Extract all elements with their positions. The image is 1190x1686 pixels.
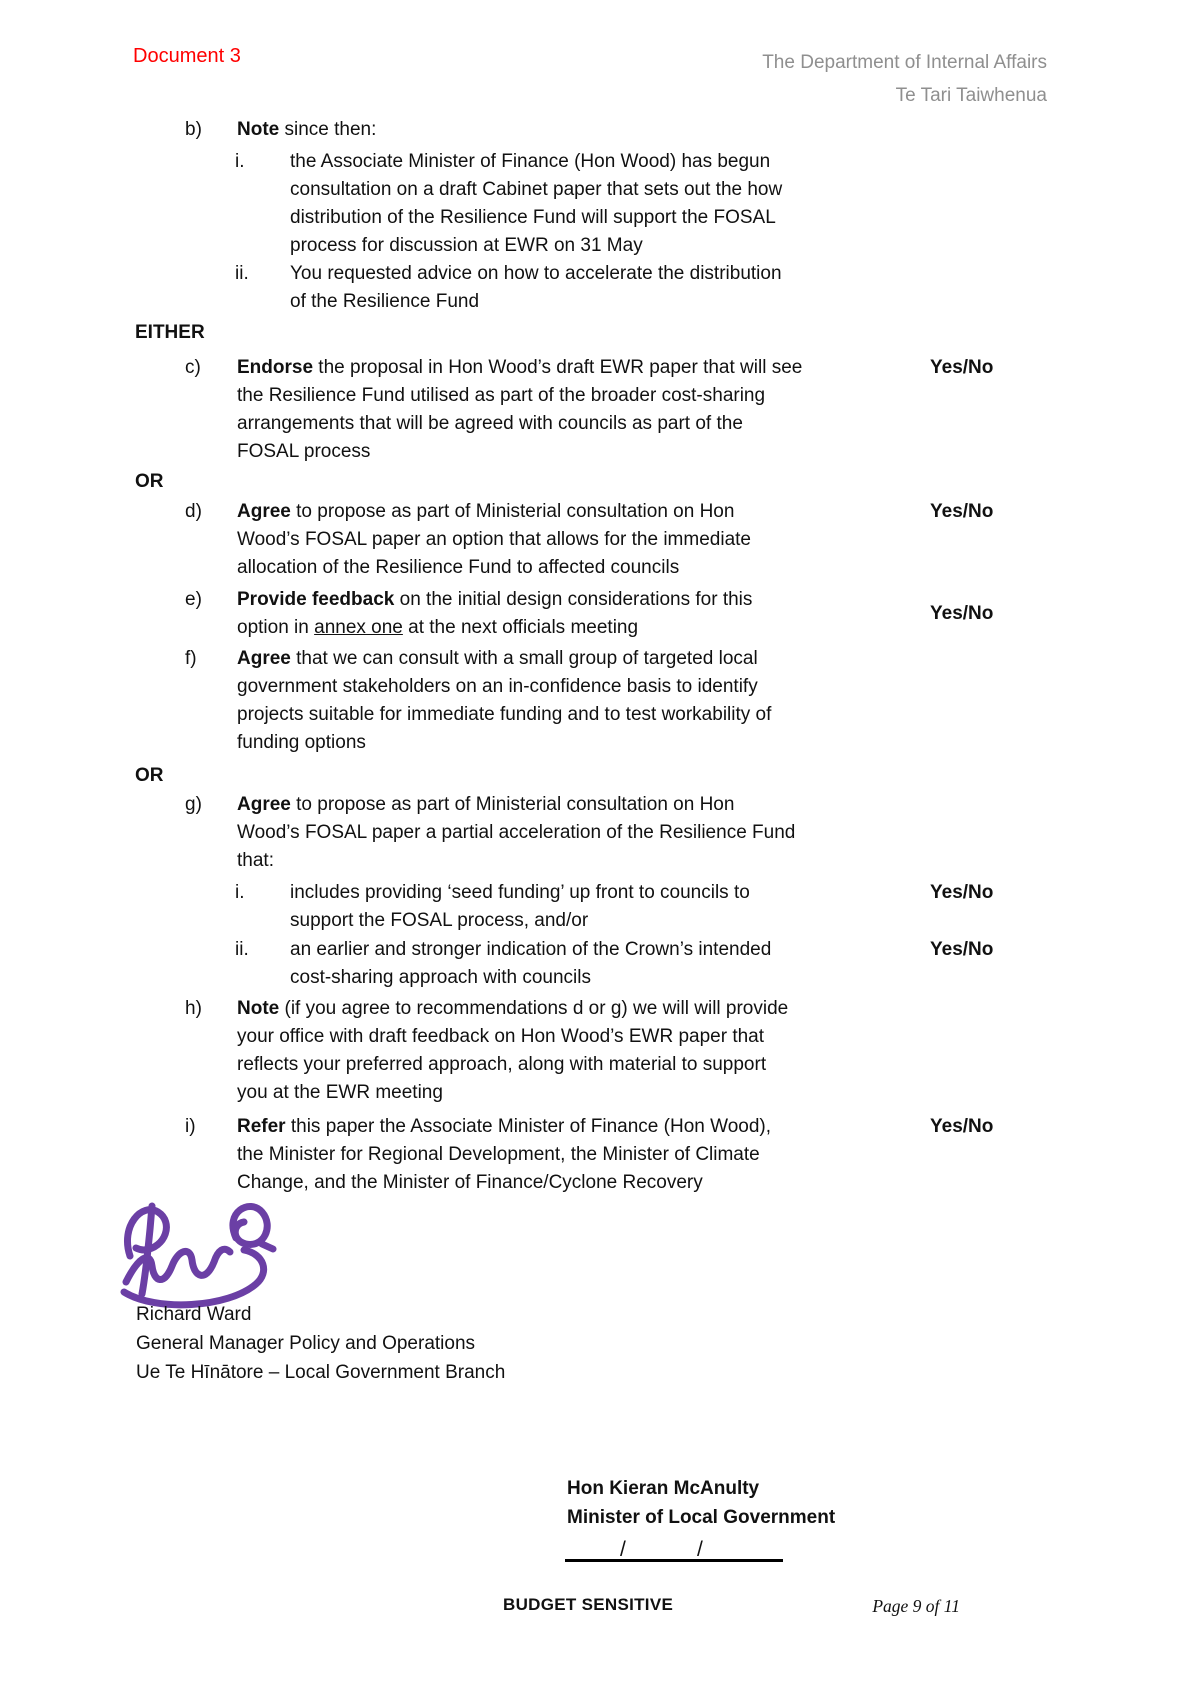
item-text: includes providing ‘seed funding’ up front to councils to support the FOSAL process, and/or (290, 882, 750, 931)
either-or-marker: OR (135, 765, 164, 786)
item-label: i. (235, 151, 245, 172)
item-label: g) (185, 794, 202, 815)
yes-no-choice: Yes/No (930, 501, 994, 522)
item-label: d) (185, 501, 202, 522)
item-label: b) (185, 119, 202, 140)
yes-no-choice: Yes/No (930, 357, 994, 378)
either-or-marker: EITHER (135, 322, 205, 343)
item-label: h) (185, 998, 202, 1019)
signatory-title: General Manager Policy and Operations (136, 1333, 476, 1354)
item-text: Refer this paper the Associate Minister of Finance (Hon Wood), the Minister for Regional Development, the Minister of Climate Change, and the Minister of Finance/Cyclone Recovery (237, 1116, 772, 1193)
item-label: i) (185, 1116, 196, 1137)
item-label: e) (185, 589, 202, 610)
item-text: Note since then: (237, 119, 377, 140)
item-label: i. (235, 882, 245, 903)
item-text: Agree that we can consult with a small group of targeted local government stakeholders on an in-confidence basis to identify projects suitable for immediate funding and to test workability of funding options (237, 648, 772, 753)
recommendation-row (0, 879, 1190, 935)
date-signature-line (565, 1528, 783, 1562)
recommendation-row (0, 148, 1190, 260)
yes-no-choice: Yes/No (930, 603, 994, 624)
item-label: ii. (235, 263, 249, 284)
item-text: You requested advice on how to accelerate the distribution of the Resilience Fund (290, 263, 782, 312)
signature-scribble (112, 1192, 277, 1310)
recommendations (0, 116, 1190, 1197)
signatory-block (136, 1300, 505, 1387)
item-text: Agree to propose as part of Ministerial consultation on Hon Wood’s FOSAL paper an option that allows for the immediate allocation of the Resilience Fund to affected councils (237, 501, 751, 578)
minister-title: Minister of Local Government (567, 1507, 836, 1528)
item-text: an earlier and stronger indication of the Crown’s intended cost-sharing approach with councils (290, 939, 772, 988)
recommendation-row (0, 791, 1190, 875)
item-text: Endorse the proposal in Hon Wood’s draft EWR paper that will see the Resilience Fund utilised as part of the broader cost-sharing arrangements that will be agreed with councils as part of the FOSAL process (237, 357, 803, 462)
either-or-marker: OR (135, 471, 164, 492)
minister-name: Hon Kieran McAnulty (567, 1478, 760, 1499)
item-label: c) (185, 357, 201, 378)
item-text: Agree to propose as part of Ministerial consultation on Hon Wood’s FOSAL paper a partial acceleration of the Resilience Fund that: (237, 794, 796, 871)
recommendation-row (0, 354, 1190, 466)
item-text: the Associate Minister of Finance (Hon Wood) has begun consultation on a draft Cabinet paper that sets out the how distribution of the Resilience Fund will support the FOSAL process for discussion at EWR on 31 May (290, 151, 783, 256)
recommendation-row (0, 645, 1190, 757)
department-name-maori: Te Tari Taiwhenua (895, 85, 1047, 106)
item-text: Provide feedback on the initial design considerations for this option in annex one at the next officials meeting (237, 589, 753, 638)
item-label: f) (185, 648, 197, 669)
classification-label: BUDGET SENSITIVE (503, 1595, 674, 1614)
recommendation-row (0, 936, 1190, 992)
recommendation-row (0, 1113, 1190, 1197)
item-label: ii. (235, 939, 249, 960)
minister-block (567, 1474, 835, 1532)
yes-no-choice: Yes/No (930, 882, 994, 903)
signatory-branch: Ue Te Hīnātore – Local Government Branch (136, 1362, 506, 1383)
yes-no-choice: Yes/No (930, 1116, 994, 1137)
document-number-label: Document 3 (133, 45, 241, 67)
item-text: Note (if you agree to recommendations d or g) we will will provide your office with draft feedback on Hon Wood’s EWR paper that reflects your preferred approach, along with material to support you at the EWR meeting (237, 998, 789, 1103)
date-slash: / (697, 1538, 703, 1561)
date-slash: / (620, 1538, 626, 1561)
signatory-name: Richard Ward (136, 1304, 252, 1325)
recommendation-row (0, 116, 1190, 144)
recommendation-row (0, 260, 1190, 316)
recommendation-row (0, 586, 1190, 642)
page-number: Page 9 of 11 (872, 1596, 960, 1616)
department-header (762, 46, 1047, 112)
yes-no-choice: Yes/No (930, 939, 994, 960)
department-name-english: The Department of Internal Affairs (762, 52, 1047, 73)
recommendation-row (0, 498, 1190, 582)
recommendation-row (0, 995, 1190, 1107)
